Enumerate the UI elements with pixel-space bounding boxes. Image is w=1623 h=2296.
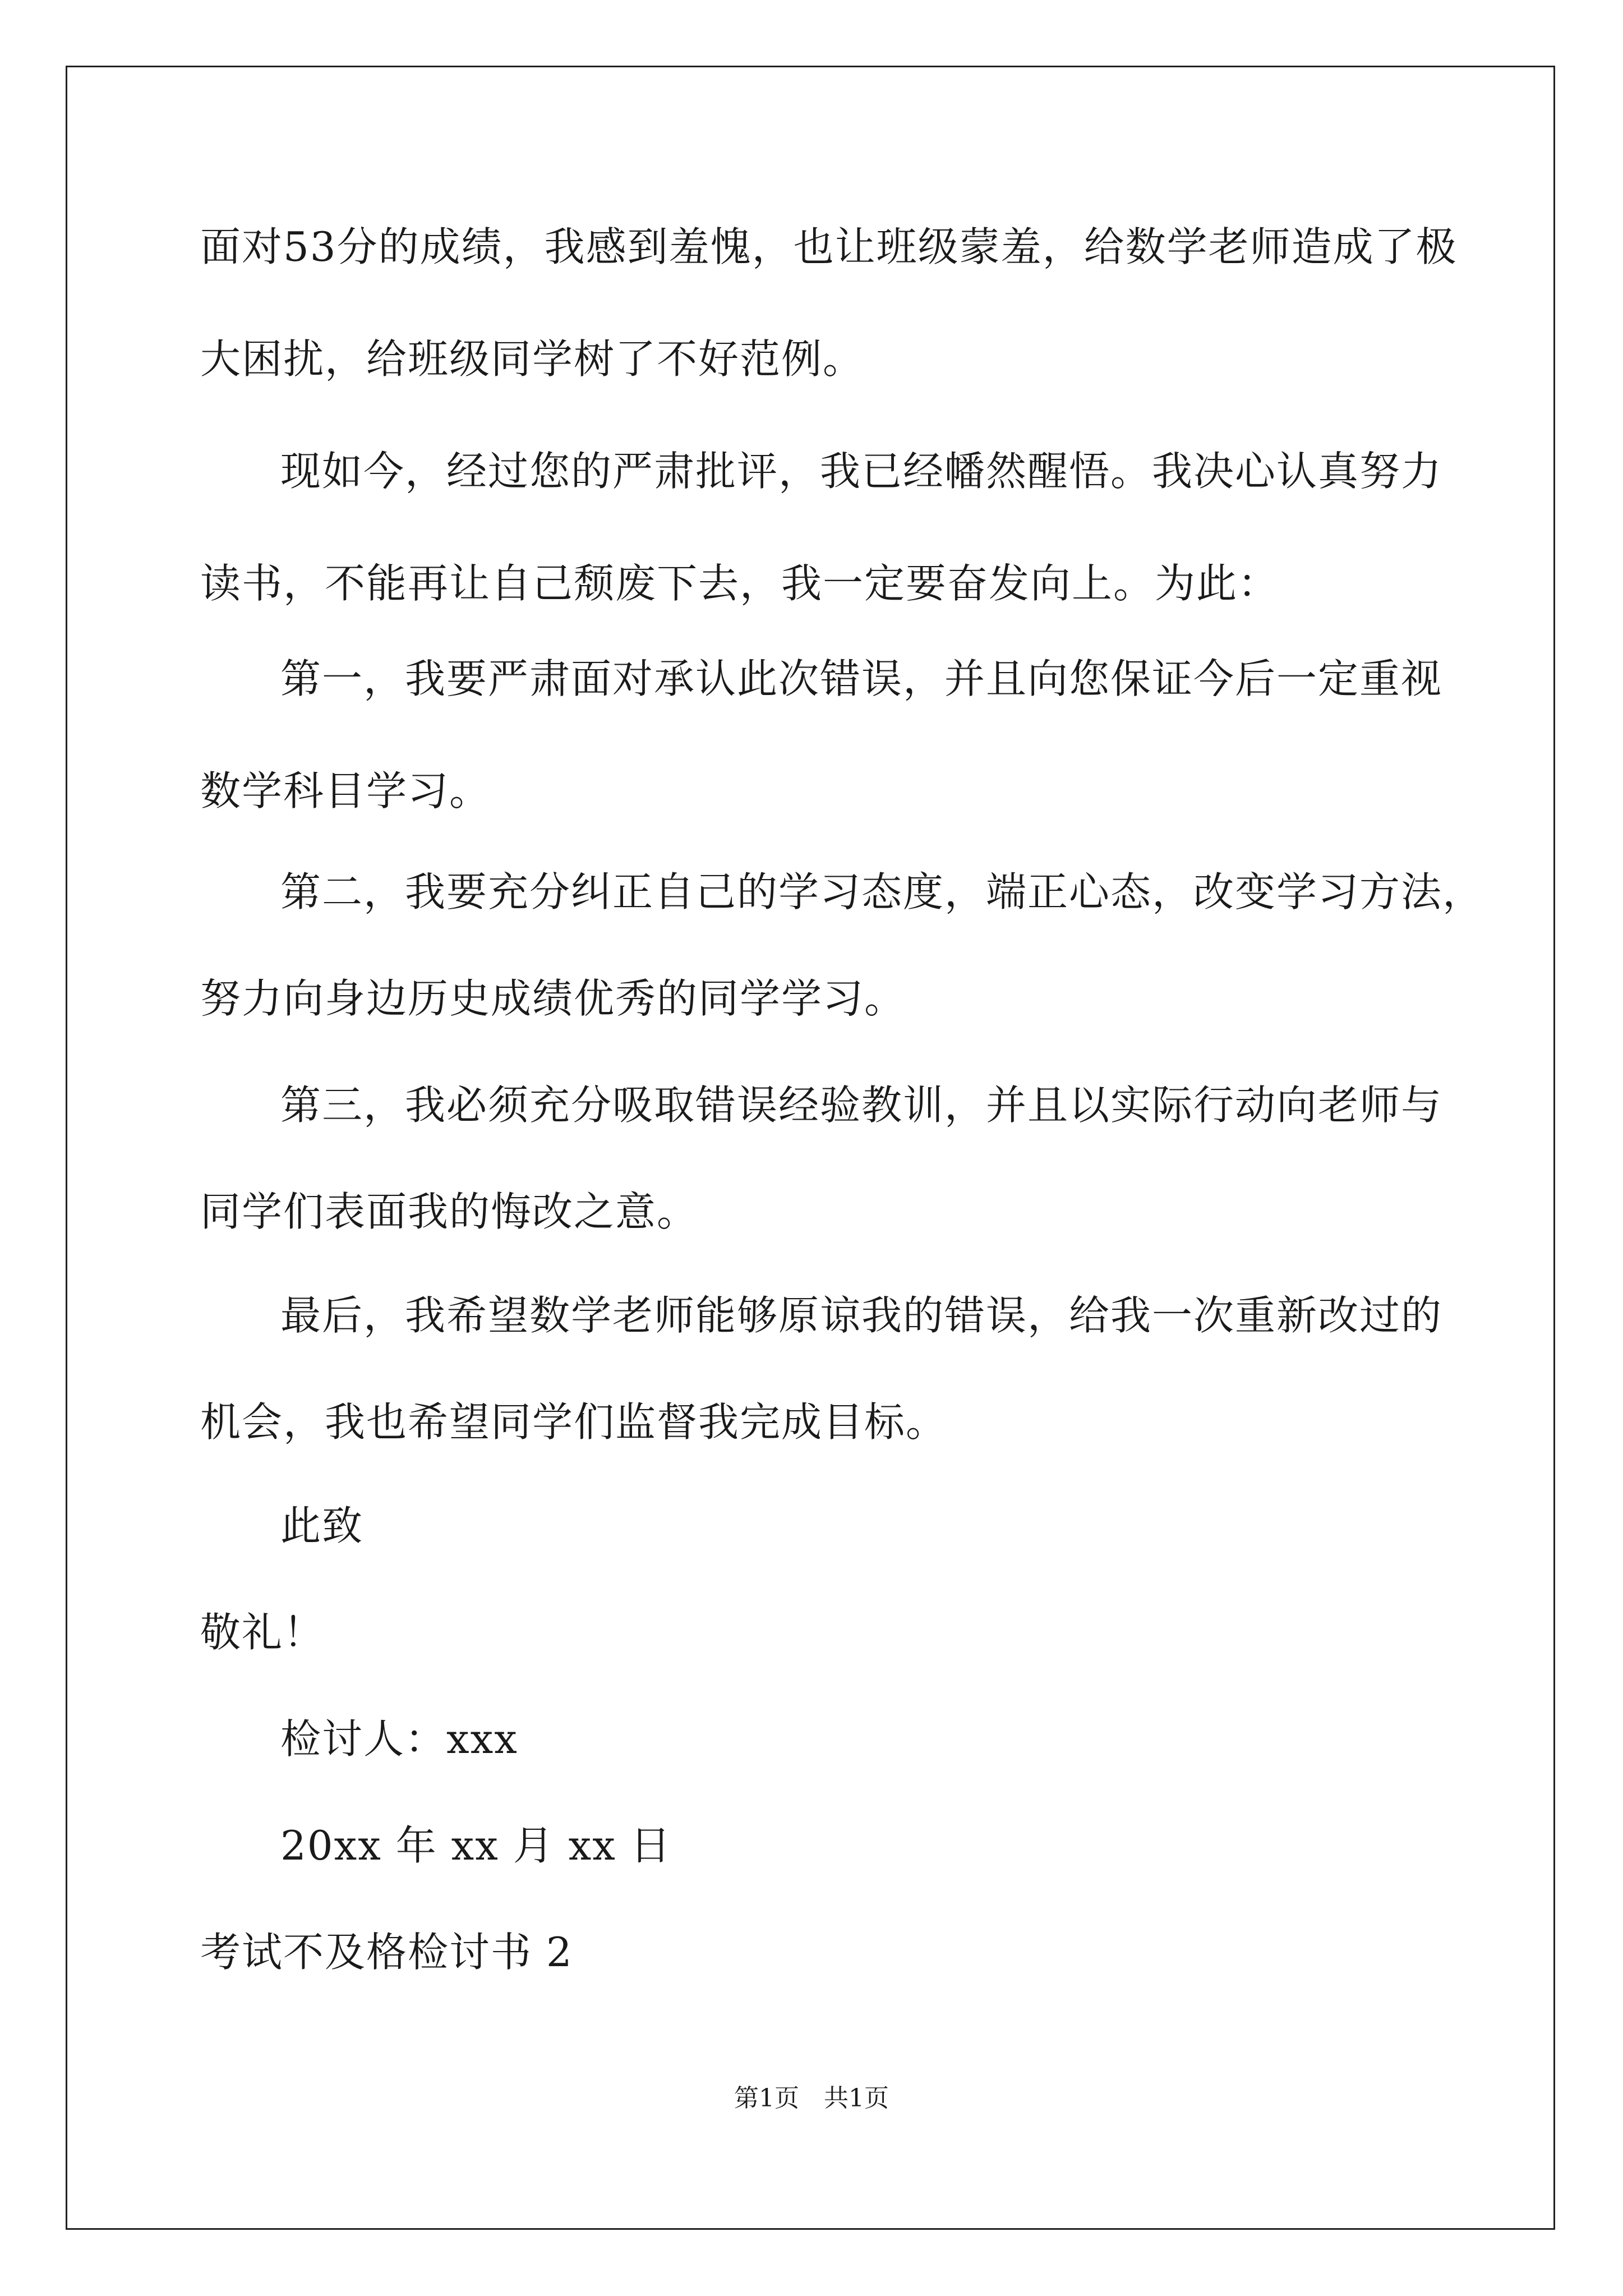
paragraph-1-line-1: 面对53分的成绩，我感到羞愧，也让班级蒙羞，给数学老师造成了极 [200,223,1458,270]
date: 20xx 年 xx 月 xx 日 [280,1822,672,1869]
closing-salutation: 此致 [280,1502,364,1549]
paragraph-5-line-2: 同学们表面我的悔改之意。 [200,1188,699,1235]
paragraph-3-line-1: 第一，我要严肃面对承认此次错误，并且向您保证今后一定重视 [280,655,1443,702]
paragraph-3-line-2: 数学科目学习。 [200,767,491,815]
closing-respect: 敬礼！ [200,1609,325,1656]
paragraph-2-line-2: 读书，不能再让自己颓废下去，我一定要奋发向上。为此： [200,560,1280,607]
paragraph-1-line-2: 大困扰，给班级同学树了不好范例。 [200,335,865,383]
page-footer: 第1页 共1页 [734,2084,889,2113]
paragraph-4-line-1: 第二，我要充分纠正自己的学习态度，端正心态，改变学习方法， [280,868,1484,915]
paragraph-6-line-2: 机会，我也希望同学们监督我完成目标。 [200,1398,948,1446]
paragraph-4-line-2: 努力向身边历史成绩优秀的同学学习。 [200,975,906,1022]
paragraph-6-line-1: 最后，我希望数学老师能够原谅我的错误，给我一次重新改过的 [280,1292,1443,1339]
signer: 检讨人：xxx [280,1715,518,1763]
paragraph-2-line-1: 现如今，经过您的严肃批评，我已经幡然醒悟。我决心认真努力 [280,448,1443,495]
paragraph-5-line-1: 第三，我必须充分吸取错误经验教训，并且以实际行动向老师与 [280,1082,1443,1129]
page-border [66,66,1555,2230]
next-document-title: 考试不及格检讨书 2 [200,1929,573,1976]
